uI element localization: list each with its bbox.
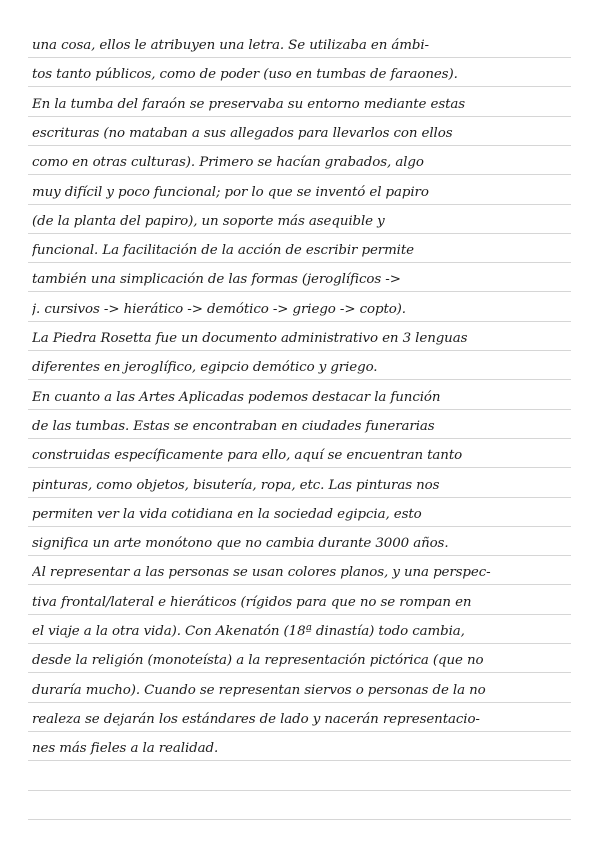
text-line: tiva frontal/lateral e hieráticos (rígidos para que no se rompan en bbox=[32, 595, 472, 610]
text-line: La Piedra Rosetta fue un documento administrativo en 3 lenguas bbox=[32, 331, 468, 346]
text-line: En la tumba del faraón se preservaba su entorno mediante estas bbox=[32, 97, 466, 112]
ruled-line bbox=[28, 790, 571, 791]
text-line: nes más fieles a la realidad. bbox=[32, 741, 219, 756]
text-line: permiten ver la vida cotidiana en la sociedad egipcia, esto bbox=[32, 507, 422, 522]
text-line: como en otras culturas). Primero se hacían grabados, algo bbox=[32, 155, 424, 170]
text-line: desde la religión (monoteísta) a la representación pictórica (que no bbox=[32, 653, 484, 668]
text-line: de las tumbas. Estas se encontraban en ciudades funerarias bbox=[32, 419, 435, 434]
text-line: pinturas, como objetos, bisutería, ropa, etc. Las pinturas nos bbox=[32, 478, 440, 493]
text-line: diferentes en jeroglífico, egipcio demótico y griego. bbox=[32, 360, 378, 375]
text-line: duraría mucho). Cuando se representan siervos o personas de la no bbox=[32, 683, 486, 698]
text-line: también una simplicación de las formas (jeroglíficos -> bbox=[32, 272, 401, 287]
text-line: escrituras (no mataban a sus allegados para llevarlos con ellos bbox=[32, 126, 453, 141]
text-line: Al representar a las personas se usan colores planos, y una perspec- bbox=[32, 565, 491, 580]
ruled-line bbox=[28, 819, 571, 820]
text-line: significa un arte monótono que no cambia durante 3000 años. bbox=[32, 536, 449, 551]
text-line: (de la planta del papiro), un soporte más asequible y bbox=[32, 214, 385, 229]
text-line: funcional. La facilitación de la acción de escribir permite bbox=[32, 243, 414, 258]
text-line: construidas específicamente para ello, aquí se encuentran tanto bbox=[32, 448, 463, 463]
text-line: el viaje a la otra vida). Con Akenatón (18ª dinastía) todo cambia, bbox=[32, 624, 465, 639]
text-line: tos tanto públicos, como de poder (uso en tumbas de faraones). bbox=[32, 67, 458, 82]
text-line: una cosa, ellos le atribuyen una letra. Se utilizaba en ámbi- bbox=[32, 38, 429, 53]
text-line: En cuanto a las Artes Aplicadas podemos destacar la función bbox=[32, 390, 441, 405]
text-line: j. cursivos -> hierático -> demótico -> griego -> copto). bbox=[32, 302, 406, 317]
text-line: realeza se dejarán los estándares de lado y nacerán representacio- bbox=[32, 712, 480, 727]
text-line: muy difícil y poco funcional; por lo que se inventó el papiro bbox=[32, 185, 429, 200]
